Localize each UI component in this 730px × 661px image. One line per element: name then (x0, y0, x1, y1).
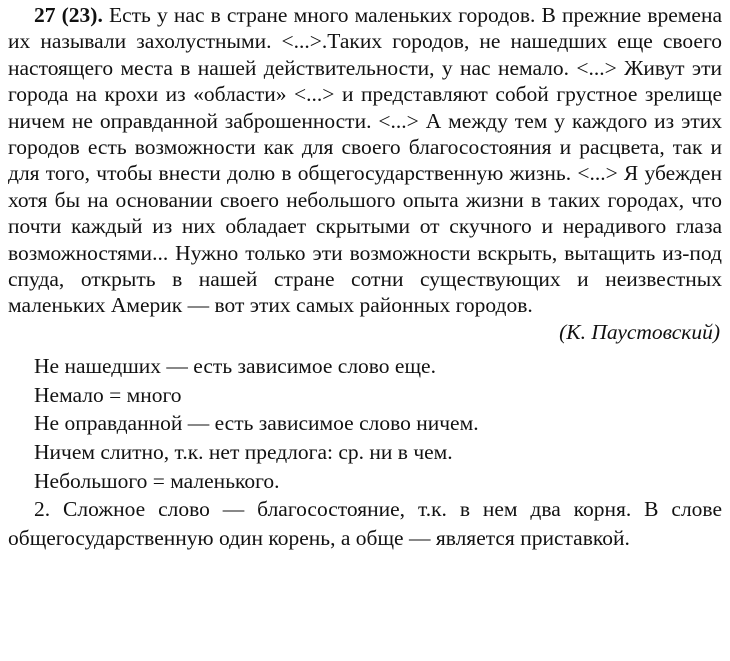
exercise-body: Есть у нас в стране много маленьких городов. В прежние времена их называли захолустными. <...>.Таких городов, не нашедших еще своего настоящего места в нашей действительности, у нас немало. <...> Живут эти города на крохи из «области» <...> и представляют собой грустное зрелище ничем не оправданной заброшенности. <...> А между тем у каждого из этих городов есть возможности как для своего благосостояния и расцвета, так и для того, чтобы внести долю в общегосударственную жизнь. <...> Я убежден хотя бы на основании своего небольшого опыта жизни в таких городах, что почти каждый из них обладает скрытыми от скучного и нерадивого глаза возможностями... Нужно только эти возможности вскрыть, вытащить из-под спуда, открыть в нашей стране сотни существующих и неизвестных маленьких Америк — вот этих самых районных городов. (8, 3, 722, 318)
answer-line: Немало = много (34, 382, 182, 407)
exercise-text (8, 0, 722, 319)
answers-block (8, 352, 722, 552)
exercise-number: 27 (23). (34, 3, 103, 27)
answer-final: 2. Сложное слово — благосостояние, т.к. в нем два корня. В слове общегосударственную один корень, а обще — является приставкой. (8, 497, 722, 550)
document-page (8, 0, 722, 552)
author-attribution: (К. Паустовский) (559, 319, 720, 344)
answer-line: Небольшого = маленького. (34, 468, 280, 493)
answer-line: Не нашедших — есть зависимое слово еще. (34, 354, 436, 379)
answer-line: Ничем слитно, т.к. нет предлога: ср. ни в чем. (34, 440, 453, 465)
answer-line: Не оправданной — есть зависимое слово ничем. (34, 411, 479, 436)
